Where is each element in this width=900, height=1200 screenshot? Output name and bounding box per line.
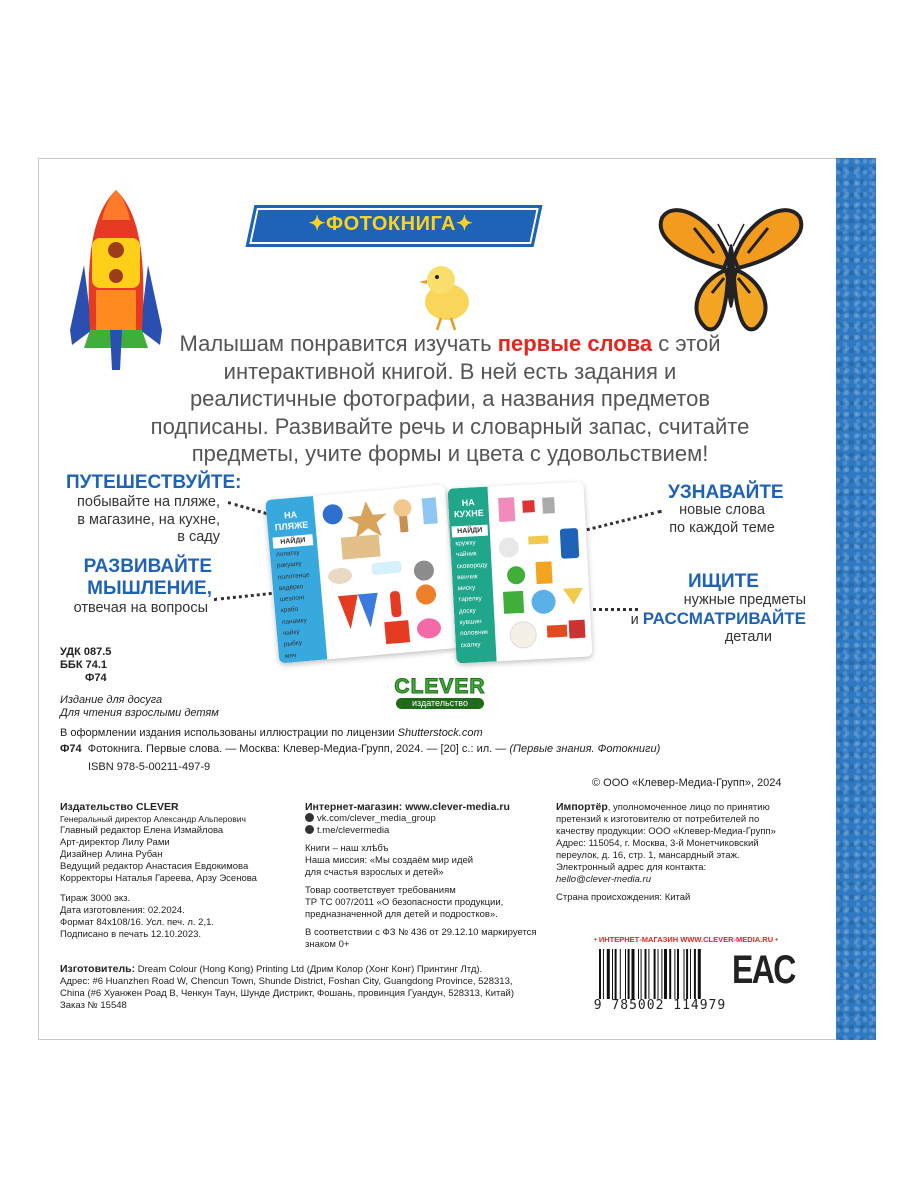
beach-item: полотенце <box>277 571 310 581</box>
kitchen-item: кружку <box>455 539 476 548</box>
barcode-bar <box>632 949 635 999</box>
learn-text-line: новые слова <box>679 502 765 518</box>
intro-text-start: Малышам понравится изучать <box>179 331 498 356</box>
travel-text-line: побывайте на пляже, <box>77 494 220 510</box>
importer-line: Электронный адрес для контакта: <box>556 862 707 873</box>
search-text <box>630 592 806 647</box>
barcode-bar <box>658 949 659 999</box>
barcode-bar <box>661 949 662 999</box>
search-text-line: детали <box>724 629 772 645</box>
biblio-text: Фотокнига. Первые слова. — Москва: Клевер-Медиа-Групп, 2024. — [20] с.: ил. — <box>87 743 510 755</box>
think-title-line: РАЗВИВАЙТЕ <box>83 556 212 577</box>
biblio-entry <box>60 743 660 756</box>
barcode-bar <box>684 949 685 999</box>
kitchen-item: чайник <box>455 550 477 559</box>
beach-item: чайку <box>282 628 300 638</box>
publisher-line: Генеральный директор Александр Альперович <box>60 814 246 824</box>
intro-text-end: с этой интерактивной книгой. В ней есть задания и реалистичные фотографии, а названия предметов подписаны. Развивайте речь и словарный запас, считайте предметы, учите формы и цвета с удовольствием! <box>150 331 750 466</box>
publisher-block <box>60 801 300 941</box>
beach-item: ведёрко <box>278 583 304 593</box>
chick-photo <box>415 258 475 332</box>
barcode-bar <box>641 949 642 999</box>
barcode-bar <box>625 949 626 999</box>
classification <box>60 646 111 685</box>
learn-text <box>660 502 784 537</box>
kitchen-item: скалку <box>460 640 481 649</box>
publisher-line: Корректоры Наталья Гареева, Арзу Эсенова <box>60 873 257 884</box>
order-number: Заказ № 15548 <box>60 1000 127 1011</box>
cert-line: Товар соответствует требованиям <box>305 885 456 896</box>
biblio-code: Ф74 <box>60 743 82 755</box>
kitchen-find-label: НАЙДИ <box>451 525 488 538</box>
print-line: Подписано в печать 12.10.2023. <box>60 929 202 940</box>
logo-sub: издательство <box>396 698 484 709</box>
search-text-and: и <box>630 611 643 628</box>
importer-line: Адрес: 115054, г. Москва, 3-й Монетчиковский <box>556 838 759 849</box>
barcode-bar <box>690 949 691 999</box>
learn-text-line: по каждой теме <box>669 519 775 536</box>
cert-line: ТР ТС 007/2011 «О безопасности продукции, <box>305 897 504 908</box>
travel-text-line: в саду <box>177 529 220 545</box>
kitchen-item: кувшин <box>459 618 482 627</box>
manufacturer-line: Адрес: #6 Huanzhen Road W, Chencun Town, Shunde District, Foshan City, Guangdong Province, 528313, <box>60 976 513 987</box>
kitchen-item: доску <box>458 607 476 616</box>
law-line: В соответствии с ФЗ № 436 от 29.12.10 маркируется <box>305 927 537 938</box>
kitchen-item: половник <box>459 629 489 638</box>
publisher-line: Главный редактор Елена Измайлова <box>60 825 224 836</box>
udk-code: УДК 087.5 <box>60 646 112 658</box>
barcode-bar <box>674 949 675 999</box>
learn-title: УЗНАВАЙТЕ <box>668 482 784 503</box>
spread-page-kitchen <box>448 482 593 664</box>
barcode-top-label: • ИНТЕРНЕТ-МАГАЗИН WWW.CLEVER-MEDIA.RU • <box>594 935 778 944</box>
license-note <box>60 727 483 740</box>
clever-logo <box>388 676 492 709</box>
search-highlight: РАССМАТРИВАЙТЕ <box>642 608 806 628</box>
kitchen-item: миску <box>457 584 476 593</box>
barcode-bar <box>664 949 667 999</box>
print-line: Тираж 3000 экз. <box>60 893 131 904</box>
barcode-bar <box>698 949 701 999</box>
intro-paragraph <box>150 330 750 468</box>
importer-email[interactable]: hello@clever-media.ru <box>556 874 652 885</box>
beach-item: крабо <box>280 606 299 615</box>
search-title: ИЩИТЕ <box>688 571 759 592</box>
beach-header: НА ПЛЯЖЕ <box>274 509 309 533</box>
vk-link[interactable] <box>305 813 550 825</box>
barcode-bar <box>615 949 617 999</box>
author-code: Ф74 <box>85 672 107 684</box>
butterfly-photo <box>654 198 808 336</box>
barcode-bar <box>607 949 610 999</box>
shop-line: Наша миссия: «Мы создаём мир идей <box>305 855 474 866</box>
importer-line: качеству продукции: ООО «Клевер-Медиа-Групп» <box>556 826 776 837</box>
banner-title: ✦ФОТОКНИГА✦ <box>308 213 474 235</box>
barcode <box>597 949 723 999</box>
importer-line: претензий к изготовителю от потребителей по <box>556 814 760 825</box>
think-title-line: МЫШЛЕНИЕ, <box>87 578 212 599</box>
copyright: © ООО «Клевер-Медиа-Групп», 2024 <box>592 777 782 789</box>
search-pointer <box>586 608 638 611</box>
travel-text <box>40 494 220 547</box>
law-line: знаком 0+ <box>305 939 350 950</box>
barcode-number: 9 785002 114979 <box>593 998 727 1013</box>
manufacturer-line: China (#6 Хуанжен Роад В, Ченкун Таун, Шунде Дистрикт, Фошань, провинция Гуандун, 528313, Китай) <box>60 988 515 999</box>
publisher-title: Издательство CLEVER <box>60 801 179 813</box>
bbk-code: ББК 74.1 <box>60 659 107 671</box>
beach-item: рыбку <box>283 639 303 649</box>
shop-title: Интернет-магазин: www.clever-media.ru <box>305 801 510 813</box>
license-text: В оформлении издания использованы иллюстрации по лицензии <box>60 727 398 739</box>
print-line: Формат 84х108/16. Усл. печ. л. 2,1. <box>60 917 215 928</box>
kitchen-item: сковороду <box>456 561 488 570</box>
importer-block <box>556 801 796 904</box>
barcode-bar <box>669 949 671 999</box>
barcode-bar <box>620 949 621 999</box>
print-line: Дата изготовления: 02.2024. <box>60 905 185 916</box>
barcode-bar <box>638 949 639 999</box>
edition-leisure: Издание для досуга <box>60 694 163 706</box>
eac-mark: EAC <box>732 948 795 992</box>
shop-line: для счастья взрослых и детей» <box>305 867 444 878</box>
shop-line: Книги – наш хлѣбъ <box>305 843 389 854</box>
importer-title: Импортёр <box>556 801 608 813</box>
search-text-line: нужные предметы <box>683 592 806 608</box>
cert-line: предназначенной для детей и подростков». <box>305 909 498 920</box>
country-of-origin: Страна происхождения: Китай <box>556 892 691 903</box>
barcode-bar <box>677 949 679 999</box>
barcode-bar <box>654 949 656 999</box>
barcode-bar <box>603 949 604 999</box>
logo-name: CLEVER <box>394 675 486 698</box>
barcode-bar <box>599 949 601 999</box>
beach-item: лопатку <box>275 549 300 559</box>
think-title <box>40 556 212 600</box>
kitchen-item: венчик <box>457 573 478 582</box>
importer-line: переулок, д. 16, стр. 1, мансардный этаж. <box>556 850 740 861</box>
barcode-bar <box>648 949 649 999</box>
book-spine <box>836 158 876 1040</box>
publisher-line: Дизайнер Алина Рубан <box>60 849 163 860</box>
isbn: ISBN 978-5-00211-497-9 <box>88 761 211 773</box>
barcode-bar <box>628 949 630 999</box>
barcode-bar <box>645 949 647 999</box>
tg-text: t.me/clevermedia <box>317 825 390 836</box>
barcode-bar <box>694 949 696 999</box>
manufacturer-title: Изготовитель: <box>60 963 136 975</box>
edition-reading: Для чтения взрослыми детям <box>60 707 219 719</box>
kitchen-item: тарелку <box>458 595 483 604</box>
travel-title: ПУТЕШЕСТВУЙТЕ: <box>66 472 242 493</box>
intro-highlight: первые слова <box>497 331 653 356</box>
kitchen-photos <box>492 488 591 657</box>
beach-item: мяч <box>284 651 297 660</box>
shop-block <box>305 801 550 951</box>
beach-item: панамку <box>281 616 308 626</box>
manufacturer-block <box>60 963 600 1012</box>
beach-find-label: НАЙДИ <box>272 534 313 548</box>
importer-line: , уполномоченное лицо по принятию <box>607 802 770 813</box>
spread-page-beach <box>265 484 459 663</box>
barcode-bar <box>612 949 613 999</box>
vk-icon <box>305 813 314 822</box>
think-text: отвечая на вопросы <box>73 600 208 616</box>
kitchen-header: НА КУХНЕ <box>453 497 484 520</box>
telegram-icon <box>305 825 314 834</box>
publisher-line: Арт-директор Лилу Рами <box>60 837 170 848</box>
tg-link[interactable] <box>305 825 550 837</box>
biblio-series: (Первые знания. Фотокниги) <box>509 743 661 755</box>
beach-photos <box>318 491 455 655</box>
license-source: Shutterstock.com <box>397 727 483 739</box>
edition-info <box>60 694 219 720</box>
vk-text: vk.com/clever_media_group <box>317 813 436 824</box>
kitchen-items-list <box>455 537 495 652</box>
publisher-line: Ведущий редактор Анастасия Евдокимова <box>60 861 249 872</box>
manufacturer-line: Dream Colour (Hong Kong) Printing Ltd (Дрим Колор (Хонг Конг) Принтинг Лтд). <box>135 964 483 975</box>
travel-text-line: в магазине, на кухне, <box>77 511 220 528</box>
barcode-bar <box>686 949 688 999</box>
beach-item: шезлонг <box>279 594 306 604</box>
beach-item: ракушку <box>276 560 302 570</box>
